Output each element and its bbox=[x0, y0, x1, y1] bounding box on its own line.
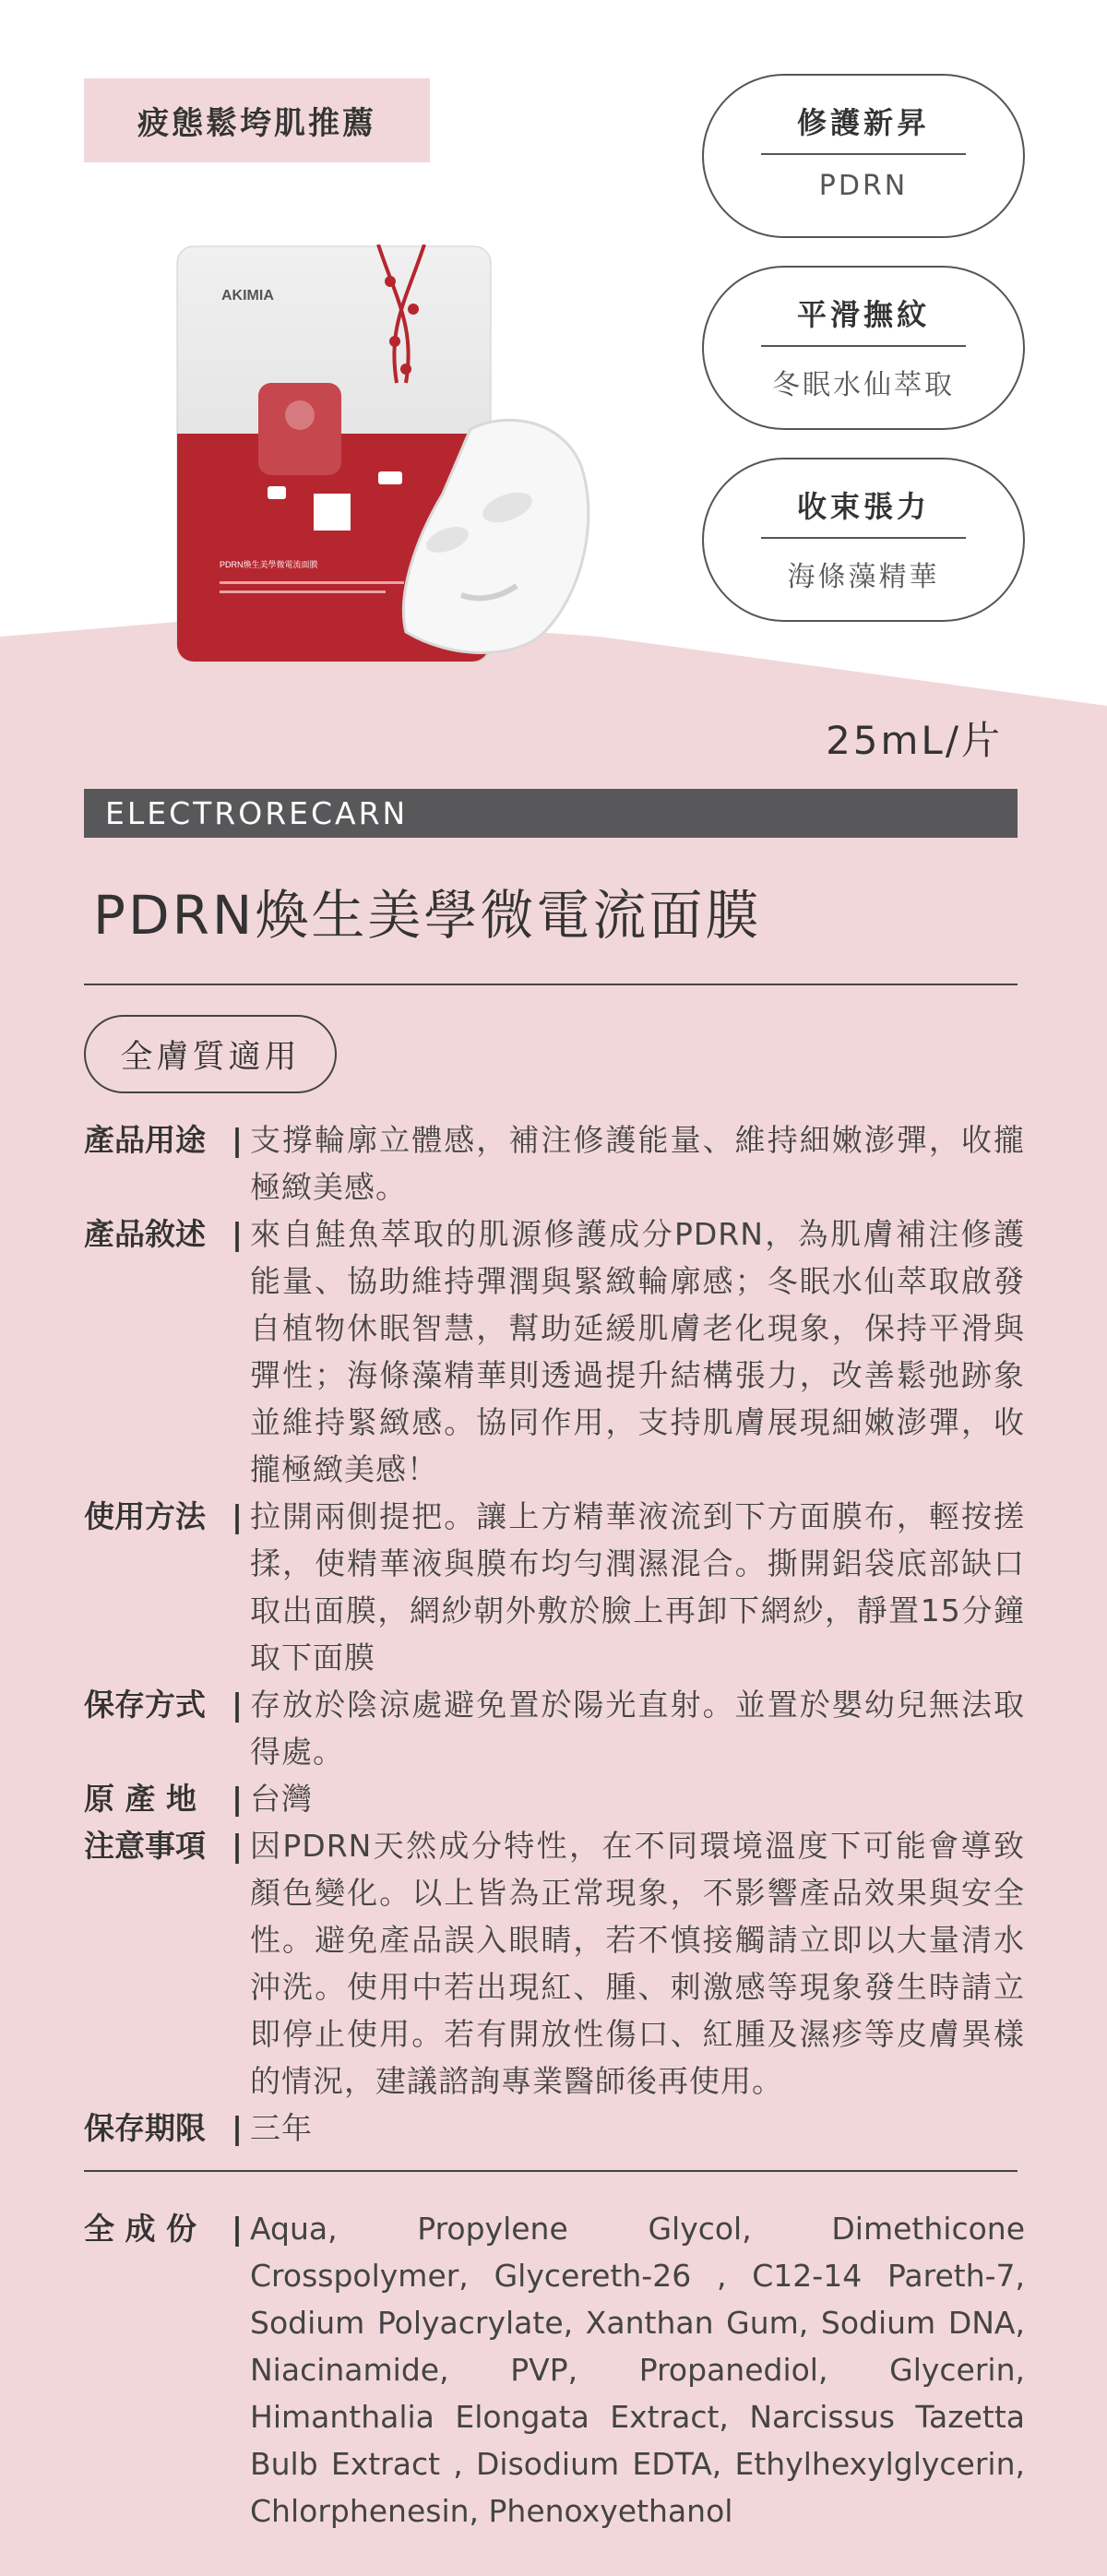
spec-label: 原 產 地 bbox=[84, 1781, 196, 1817]
spec-value: 拉開兩側提把。讓上方精華液流到下方面膜布，輕按搓揉，使精華液與膜布均勻潤濕混合。撕開鋁袋底部缺口取出面膜，網紗朝外敷於臉上再卸下網紗，靜置15分鐘取下面膜 bbox=[250, 1498, 1025, 1676]
pack-brand: AKIMIA bbox=[221, 288, 274, 304]
spec-row-description bbox=[84, 1210, 1025, 1493]
feature-title: 收束張力 bbox=[796, 489, 930, 524]
volume-label: 25mL/片 bbox=[826, 718, 1003, 763]
brand-bar: ELECTRORECARN bbox=[84, 789, 1018, 838]
spec-label: 注意事項 bbox=[84, 1828, 206, 1864]
spec-list bbox=[84, 1116, 1025, 2152]
spec-value: 支撐輪廓立體感，補注修護能量、維持細嫩澎彈，收攏極緻美感。 bbox=[250, 1122, 1025, 1205]
feature-subtitle: 海條藻精華 bbox=[787, 561, 940, 593]
spec-label: 產品敘述 bbox=[84, 1216, 206, 1252]
spec-row-caution bbox=[84, 1822, 1025, 2105]
feature-subtitle: PDRN bbox=[818, 170, 909, 202]
spec-separator: | bbox=[231, 1216, 244, 1252]
suitability-badge: 全膚質適用 bbox=[84, 1015, 337, 1093]
divider-top bbox=[84, 984, 1018, 985]
feature-badge-repair bbox=[702, 74, 1025, 238]
ingredients-label: 全 成 份 bbox=[84, 2211, 196, 2247]
feature-divider bbox=[761, 537, 966, 539]
feature-divider bbox=[761, 153, 966, 155]
spec-separator: | bbox=[231, 1828, 244, 1864]
spec-row-origin bbox=[84, 1775, 1025, 1822]
spec-value: 因PDRN天然成分特性，在不同環境溫度下可能會導致顏色變化。以上皆為正常現象，不影響產品效果與安全性。避免產品誤入眼睛，若不慎接觸請立即以大量清水沖洗。使用中若出現紅、腫、刺激感等現象發生時請立即停止使用。若有開放性傷口、紅腫及濕疹等皮膚異樣的情況，建議諮詢專業醫師後再使用。 bbox=[250, 1828, 1025, 2099]
skin-type-recommendation-tag: 疲態鬆垮肌推薦 bbox=[84, 78, 430, 162]
feature-divider bbox=[761, 345, 966, 347]
spec-row-shelf-life bbox=[84, 2105, 1025, 2152]
product-image bbox=[175, 244, 618, 673]
product-title: PDRN煥生美學微電流面膜 bbox=[93, 884, 762, 947]
spec-label: 保存期限 bbox=[84, 2110, 206, 2146]
mask-pack-illustration bbox=[175, 244, 618, 669]
spec-separator: | bbox=[231, 1122, 244, 1158]
spec-row-usage bbox=[84, 1116, 1025, 1210]
spec-row-storage bbox=[84, 1681, 1025, 1775]
divider-bottom bbox=[84, 2170, 1018, 2172]
feature-title: 平滑撫紋 bbox=[796, 297, 930, 332]
feature-badge-firm bbox=[702, 458, 1025, 622]
spec-separator: | bbox=[231, 2110, 244, 2146]
spec-separator: | bbox=[231, 1687, 244, 1723]
ingredients-section bbox=[84, 2205, 1025, 2534]
spec-value: 三年 bbox=[250, 2110, 313, 2146]
spec-separator: | bbox=[231, 1781, 244, 1817]
spec-label: 產品用途 bbox=[84, 1122, 206, 1158]
spec-label: 使用方法 bbox=[84, 1498, 206, 1534]
spec-row-directions bbox=[84, 1493, 1025, 1681]
spec-label: 保存方式 bbox=[84, 1687, 206, 1723]
spec-row-ingredients bbox=[84, 2205, 1025, 2534]
spec-separator: | bbox=[231, 1498, 244, 1534]
spec-separator: | bbox=[231, 2211, 244, 2247]
feature-badge-smooth bbox=[702, 266, 1025, 430]
spec-value: 來自鮭魚萃取的肌源修護成分PDRN，為肌膚補注修護能量、協助維持彈潤與緊緻輪廓感；冬眠水仙萃取啟發自植物休眠智慧，幫助延緩肌膚老化現象，保持平滑與彈性；海條藻精華則透過提升結構張力，改善鬆弛跡象並維持緊緻感。協同作用，支持肌膚展現細嫩澎彈，收攏極緻美感！ bbox=[250, 1216, 1025, 1487]
feature-subtitle: 冬眠水仙萃取 bbox=[772, 369, 955, 401]
pack-label: PDRN煥生美學微電流面膜 bbox=[220, 560, 318, 569]
spec-value: 台灣 bbox=[250, 1781, 313, 1817]
spec-value: 存放於陰涼處避免置於陽光直射。並置於嬰幼兒無法取得處。 bbox=[250, 1687, 1025, 1770]
feature-title: 修護新昇 bbox=[796, 105, 930, 140]
ingredients-value: Aqua, Propylene Glycol, Dimethicone Crosspolymer, Glycereth-26 , C12-14 Pareth-7, Sodium Polyacrylate, Xanthan Gum, Sodium DNA, Niacinamide, PVP, Propanediol, Glycerin, Himanthalia Elongata Extract, Narcissus Tazetta Bulb Extract , Disodium EDTA, Ethylhexylglycerin, Chlorphenesin, Phenoxyethanol bbox=[250, 2211, 1025, 2529]
